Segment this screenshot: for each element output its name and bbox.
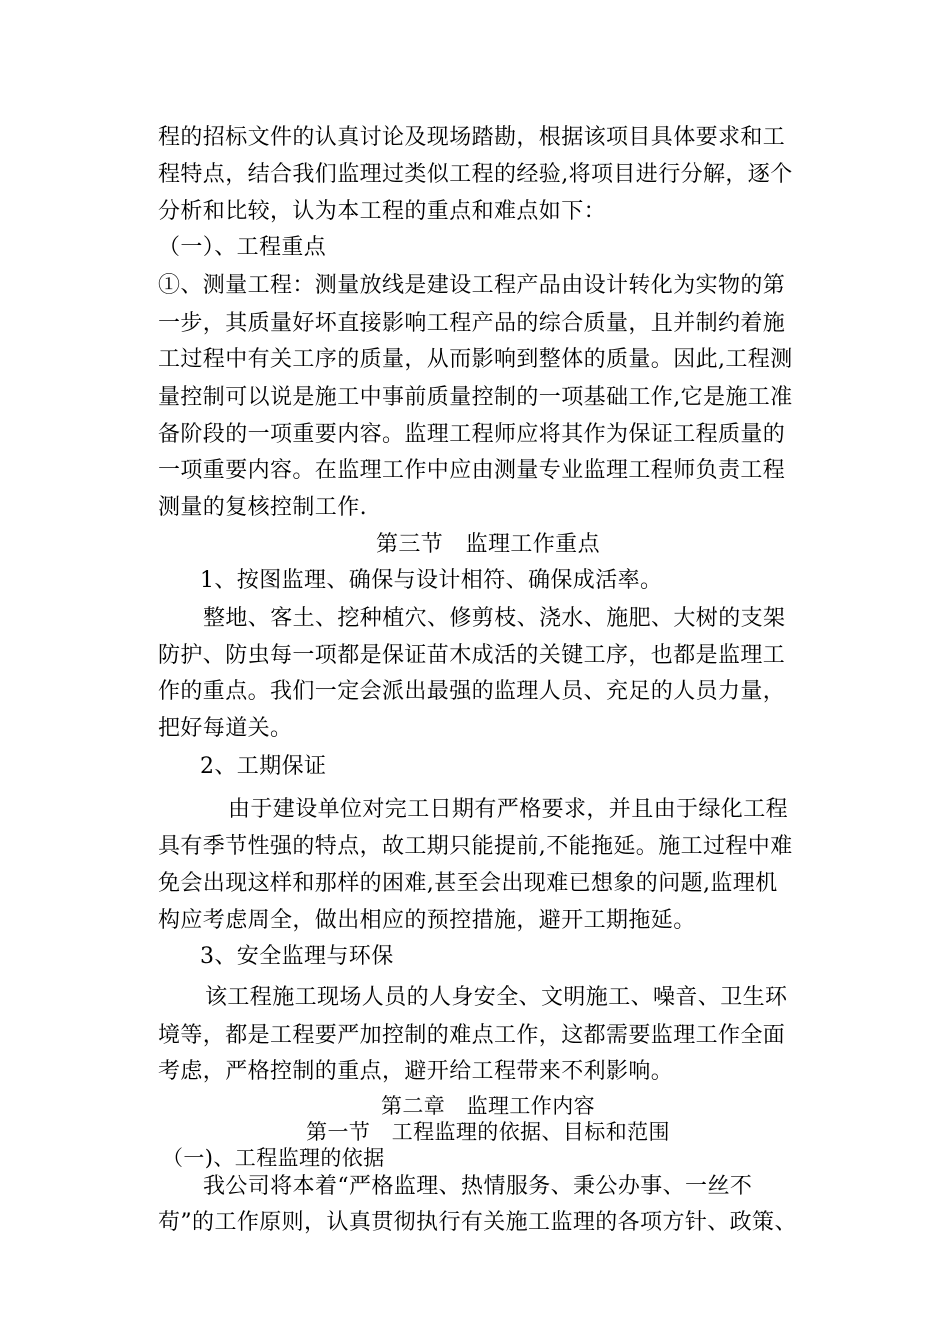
paragraph-line: 分析和比较，认为本工程的重点和难点如下：	[158, 199, 607, 224]
paragraph-line: 构应考虑周全，做出相应的预控措施，避开工期拖延。	[158, 908, 696, 933]
paragraph-line: 把好每道关。	[158, 716, 293, 741]
paragraph-line: 免会出现这样和那样的困难,甚至会出现难已想象的问题,监理机	[158, 871, 778, 896]
paragraph-line: 一项重要内容。在监理工作中应由测量专业监理工程师负责工程	[158, 458, 786, 483]
paragraph-line: 整地、客土、挖种植穴、修剪枝、浇水、施肥、大树的支架	[203, 606, 786, 631]
paragraph-line: 境等，都是工程要严加控制的难点工作，这都需要监理工作全面	[158, 1023, 786, 1048]
list-item-heading: 3、安全监理与环保	[200, 944, 394, 969]
paragraph-line: 该工程施工现场人员的人身安全、文明施工、噪音、卫生环	[205, 985, 788, 1010]
list-item-heading: 1、按图监理、确保与设计相符、确保成活率。	[200, 568, 663, 593]
paragraph-line: 程特点，结合我们监理过类似工程的经验,将项目进行分解，逐个	[158, 162, 793, 187]
section-heading: （一)、工程监理的依据	[162, 1146, 385, 1170]
paragraph-line: 测量的复核控制工作.	[158, 495, 367, 520]
paragraph-line: 防护、防虫每一项都是保证苗木成活的关键工序，也都是监理工	[158, 643, 786, 668]
paragraph-line: 作的重点。我们一定会派出最强的监理人员、充足的人员力量，	[158, 679, 786, 704]
paragraph-line: ①、测量工程：测量放线是建设工程产品由设计转化为实物的第	[158, 273, 786, 298]
chapter-title: 第二章 监理工作内容	[381, 1094, 595, 1118]
paragraph-line: 工过程中有关工序的质量，从而影响到整体的质量。因此,工程测	[158, 347, 793, 372]
paragraph-line: 考虑，严格控制的重点，避开给工程带来不利影响。	[158, 1059, 674, 1084]
paragraph-line: 我公司将本着“严格监理、热情服务、秉公办事、一丝不	[203, 1174, 753, 1199]
paragraph-line: 量控制可以说是施工中事前质量控制的一项基础工作,它是施工准	[158, 385, 793, 410]
paragraph-line: 具有季节性强的特点，故工期只能提前,不能拖延。施工过程中难	[158, 834, 793, 859]
section-title: 第三节 监理工作重点	[375, 532, 600, 557]
paragraph-line: 程的招标文件的认真讨论及现场踏勘，根据该项目具体要求和工	[158, 125, 786, 150]
paragraph-line: 苟”的工作原则，认真贯彻执行有关施工监理的各项方针、政策、	[158, 1210, 797, 1235]
list-item-heading: 2、工期保证	[200, 754, 327, 779]
section-title: 第一节 工程监理的依据、目标和范围	[306, 1120, 670, 1144]
paragraph-line: 由于建设单位对完工日期有严格要求，并且由于绿化工程	[228, 797, 789, 822]
section-heading: （一）、工程重点	[158, 235, 327, 260]
paragraph-line: 备阶段的一项重要内容。监理工程师应将其作为保证工程质量的	[158, 422, 786, 447]
paragraph-line: 一步，其质量好坏直接影响工程产品的综合质量，且并制约着施	[158, 311, 786, 336]
